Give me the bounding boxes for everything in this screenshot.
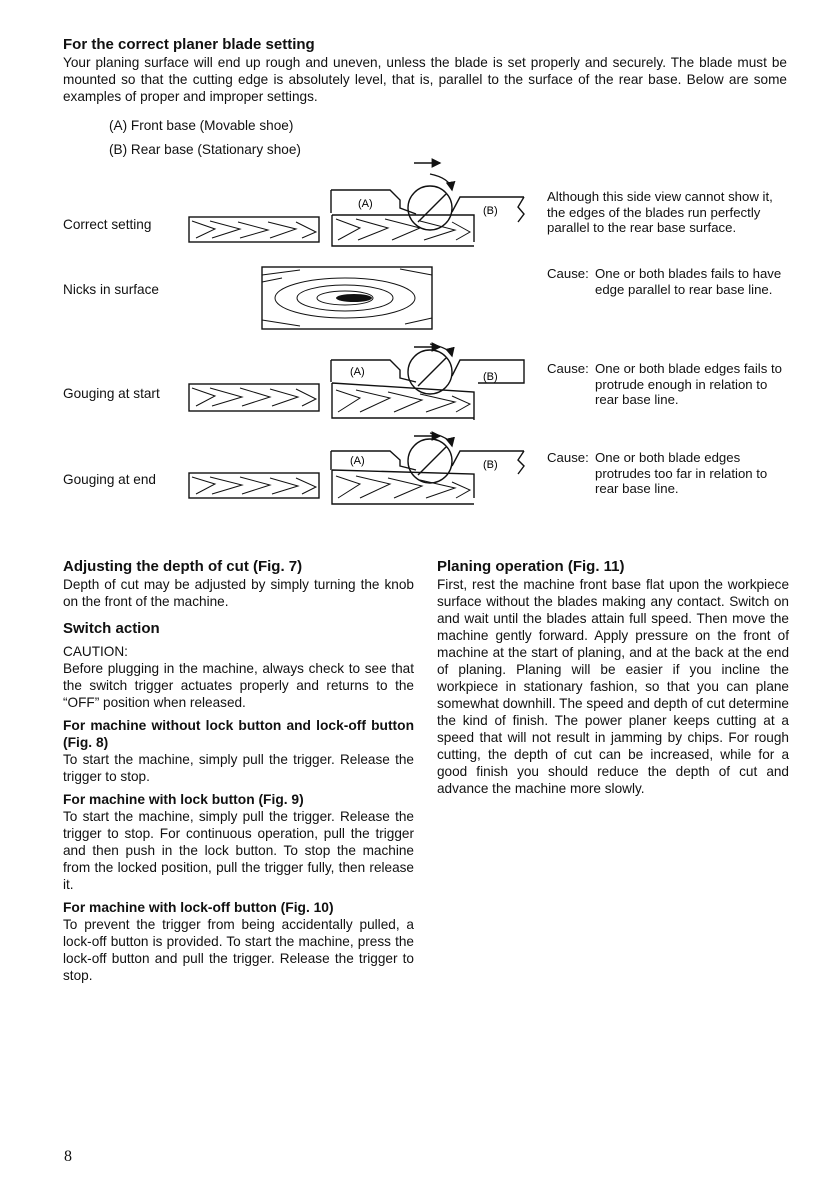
section-heading-blade-setting: For the correct planer blade setting: [63, 36, 315, 53]
cause-text: One or both blades fails to have edge parallel to rear base line.: [595, 266, 782, 297]
cause-label: Cause:: [547, 266, 589, 281]
cause-text: One or both blade edges fails to protrude enough in relation to rear base line.: [595, 361, 782, 408]
heading-depth-of-cut: Adjusting the depth of cut (Fig. 7): [63, 558, 303, 575]
row-label-correct-setting: Correct setting: [63, 217, 152, 232]
caution-text: Before plugging in the machine, always check to see that the switch trigger actuates properly and returns to the “OFF” position when released.: [63, 661, 414, 710]
row-label-nicks: Nicks in surface: [63, 282, 159, 297]
svg-text:(A): (A): [358, 198, 373, 210]
depth-of-cut-text: Depth of cut may be adjusted by simply turning the knob on the front of the machine.: [63, 577, 414, 609]
workpiece-left-end: [189, 473, 319, 498]
cause-text: One or both blade edges protrudes too far in relation to rear base line.: [595, 450, 768, 497]
note-correct-setting: Although this side view cannot show it, the edges of the blades run perfectly parallel to the rear base surface.: [547, 189, 773, 236]
intro-paragraph: Your planing surface will end up rough and uneven, unless the blade is set properly and securely. The blade must be mounted so that the cutting edge is absolutely level, that is, parallel to the surface of the rear base. Below are some examples of proper and improper settings.: [63, 55, 787, 104]
planing-operation-text: First, rest the machine front base flat upon the workpiece surface without the blades making any contact. Switch on and wait until the blades attain full speed. Then move the machine gently forward. Apply pressure on the front of machine at the start of planing, and at the back at the end of planing. Planing will be easier if you incline the workpiece in stationary fashion, so that you can plane somewhat downhill. The speed and depth of cut determine the kind of finish. The power planer keeps cutting at a speed that will not result in jamming by chips. For rough cutting, the depth of cut can be increased, while for a good finish you should reduce the depth of cut and advance the machine more slowly.: [437, 577, 789, 796]
left-column: [63, 558, 414, 984]
legend-front-base: (A) Front base (Movable shoe): [109, 118, 294, 133]
svg-text:(B): (B): [483, 371, 498, 383]
planer-correct: [331, 163, 524, 246]
row-label-gouging-start: Gouging at start: [63, 386, 160, 401]
workpiece-left-correct: [189, 217, 319, 242]
caution-label: CAUTION:: [63, 644, 128, 659]
heading-no-lock: For machine without lock button and lock-off button (Fig. 8): [63, 718, 414, 750]
svg-text:(B): (B): [483, 205, 498, 217]
heading-switch-action: Switch action: [63, 620, 160, 637]
right-column: [437, 558, 789, 797]
cause-label: Cause:: [547, 450, 589, 465]
svg-text:(A): (A): [350, 366, 365, 378]
cause-label: Cause:: [547, 361, 589, 376]
svg-text:(A): (A): [350, 455, 365, 467]
workpiece-nicks: [262, 267, 432, 329]
workpiece-left-start: [189, 384, 319, 411]
planer-end: [331, 433, 524, 504]
blade-setting-illustration: [0, 0, 838, 560]
legend-rear-base: (B) Rear base (Stationary shoe): [109, 142, 301, 157]
lock-button-text: To start the machine, simply pull the trigger. Release the trigger to stop. For continuous operation, pull the trigger and then push in the lock button. To stop the machine from the locked position, pull the trigger fully, then release it.: [63, 809, 414, 892]
planer-start: [331, 344, 524, 420]
heading-planing-operation: Planing operation (Fig. 11): [437, 558, 625, 575]
heading-lock-off-button: For machine with lock-off button (Fig. 10): [63, 900, 334, 915]
row-label-gouging-end: Gouging at end: [63, 472, 156, 487]
no-lock-text: To start the machine, simply pull the trigger. Release the trigger to stop.: [63, 752, 414, 784]
lock-off-button-text: To prevent the trigger from being accidentally pulled, a lock-off button is provided. To start the machine, press the lock-off button and pull the trigger. Release the trigger to stop.: [63, 917, 414, 983]
heading-lock-button: For machine with lock button (Fig. 9): [63, 792, 304, 807]
svg-text:(B): (B): [483, 459, 498, 471]
page-number: 8: [64, 1148, 72, 1165]
